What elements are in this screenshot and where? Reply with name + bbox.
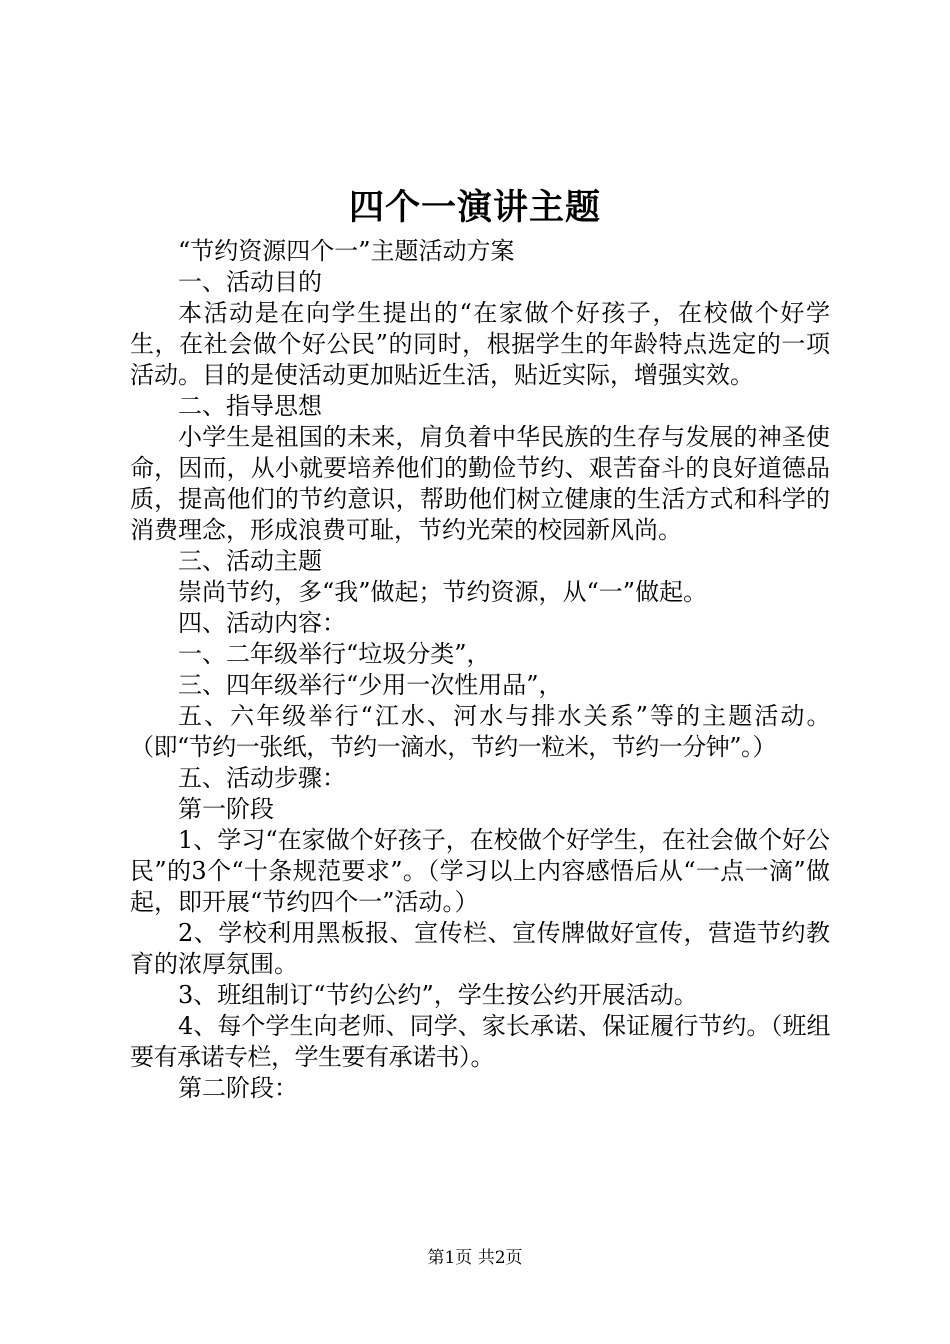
list-item: 五、六年级举行“江水、河水与排水关系”等的主题活动。（即“节约一张纸，节约一滴水，节约一粒米，节约一分钟”。）: [130, 702, 830, 761]
stage-heading: 第一阶段: [178, 795, 274, 823]
document-body: [130, 236, 830, 1104]
list-item: 三、四年级举行“少用一次性用品”，: [178, 671, 563, 699]
section-heading: 三、活动主题: [178, 547, 322, 575]
section-heading: 四、活动内容：: [178, 609, 346, 637]
paragraph: 3、班组制订“节约公约”，学生按公约开展活动。: [178, 981, 698, 1009]
stage-heading: 第二阶段：: [178, 1074, 298, 1102]
paragraph: 本活动是在向学生提出的“在家做个好孩子，在校做个好学生，在社会做个好公民”的同时，根据学生的年龄特点选定的一项活动。目的是使活动更加贴近生活，贴近实际，增强实效。: [130, 299, 830, 389]
document-title: 四个一演讲主题: [348, 187, 601, 228]
paragraph: 1、学习“在家做个好孩子，在校做个好学生，在社会做个好公民”的3个“十条规范要求”。（学习以上内容感悟后从“一点一滴”做起，即开展“节约四个一”活动。）: [130, 826, 830, 916]
paragraph: 2、学校利用黑板报、宣传栏、宣传牌做好宣传，营造节约教育的浓厚氛围。: [130, 919, 830, 978]
list-item: 一、二年级举行“垃圾分类”，: [178, 640, 491, 668]
paragraph: 4、每个学生向老师、同学、家长承诺、保证履行节约。（班组要有承诺专栏，学生要有承诺书）。: [130, 1012, 830, 1071]
paragraph: 小学生是祖国的未来，肩负着中华民族的生存与发展的神圣使命，因而，从小就要培养他们的勤俭节约、艰苦奋斗的良好道德品质，提高他们的节约意识，帮助他们树立健康的生活方式和科学的消费理念，形成浪费可耻，节约光荣的校园新风尚。: [130, 423, 830, 544]
paragraph: 崇尚节约，多“我”做起；节约资源，从“一”做起。: [178, 578, 708, 606]
section-heading: 一、活动目的: [178, 268, 322, 296]
page-footer: 第1页 共2页: [427, 1248, 523, 1268]
section-heading: 五、活动步骤：: [178, 764, 346, 792]
section-heading: 二、指导思想: [178, 392, 322, 420]
plan-heading: “节约资源四个一”主题活动方案: [178, 237, 515, 265]
